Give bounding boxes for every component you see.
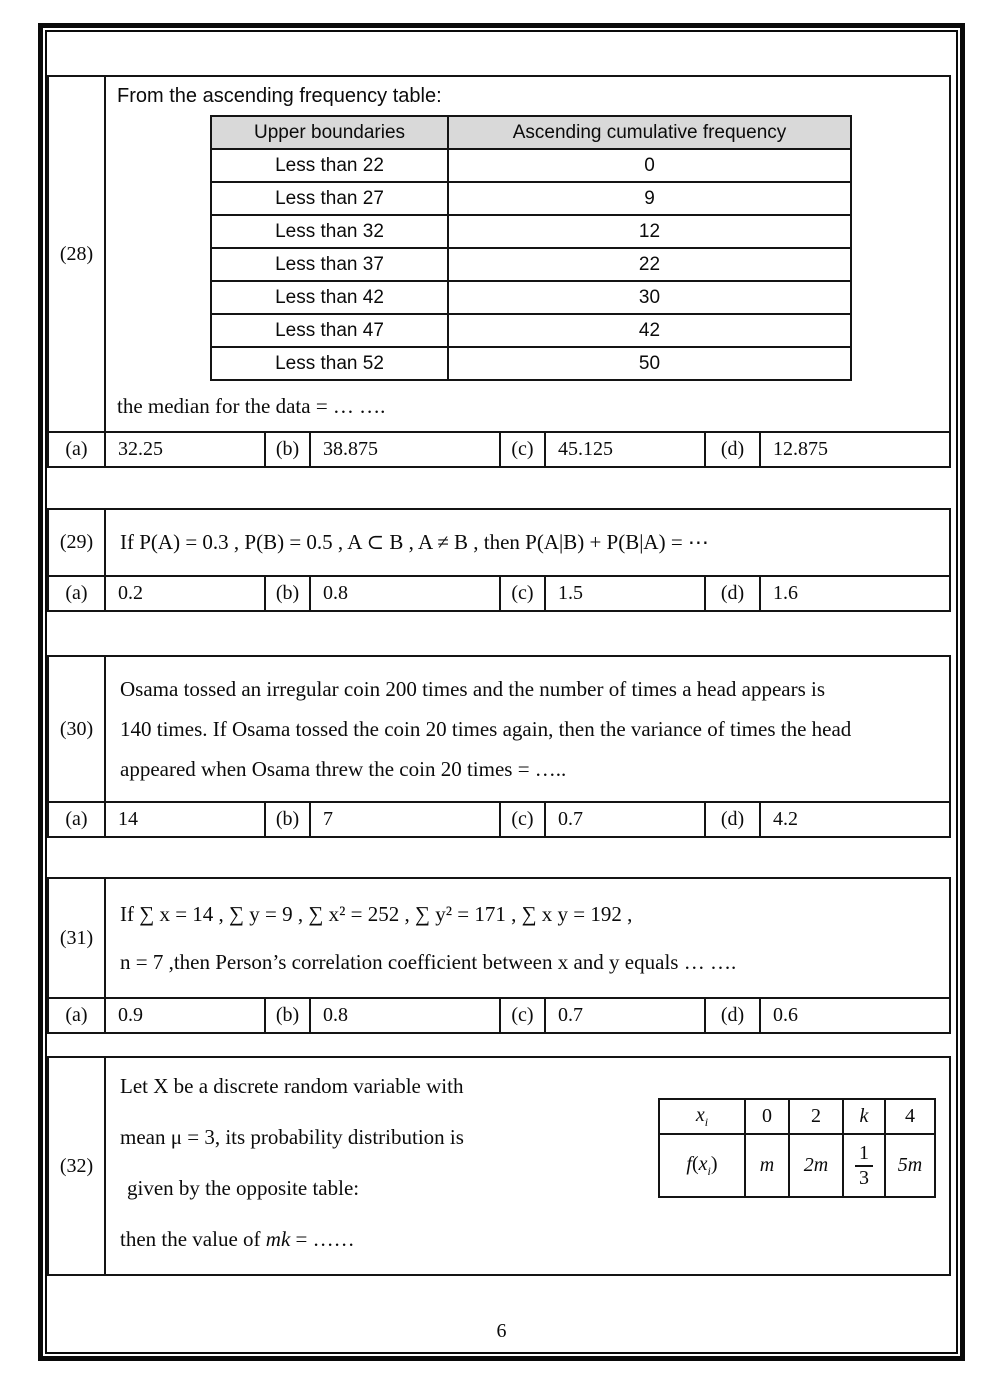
answer-option-value: 0.2	[105, 576, 265, 611]
question-prompt: the median for the data = … ….	[117, 394, 386, 418]
answer-option-label: (b)	[265, 432, 310, 467]
answer-option-label: (a)	[48, 432, 105, 467]
question-row	[48, 1057, 950, 1275]
f-row-header: $f(x_i)$	[659, 1134, 745, 1197]
question-content	[105, 1057, 950, 1275]
table-cell-fraction	[843, 1134, 885, 1197]
table-cell: Less than 47	[211, 314, 448, 347]
answer-option-label: (b)	[265, 576, 310, 611]
x-row-header: $x_i$	[659, 1099, 745, 1134]
question-32-layout	[107, 1059, 948, 1273]
question-row	[48, 76, 950, 432]
table-cell: 12	[448, 215, 851, 248]
answer-option-value: 1.5	[545, 576, 705, 611]
answer-option-value: 12.875	[760, 432, 950, 467]
table-cell: 30	[448, 281, 851, 314]
table-cell: 5m	[885, 1134, 935, 1197]
question-content	[105, 76, 950, 432]
table-cell: 2	[789, 1099, 843, 1134]
distribution-f-row	[659, 1134, 935, 1197]
question-content	[105, 509, 950, 576]
question-line: appeared when Osama threw the coin 20 times = …..	[120, 757, 567, 781]
table-cell: m	[745, 1134, 789, 1197]
question-line	[120, 1214, 658, 1265]
answer-option-value: 0.6	[760, 998, 950, 1033]
answers-row	[48, 998, 950, 1033]
answer-option-label: (d)	[705, 802, 760, 837]
final-line-suffix: = ……	[290, 1227, 355, 1251]
frequency-table-row	[211, 182, 851, 215]
answer-option-label: (c)	[500, 432, 545, 467]
table-cell: 0	[448, 149, 851, 182]
question-number: (29)	[48, 509, 105, 576]
table-cell: Less than 32	[211, 215, 448, 248]
frequency-table-row	[211, 347, 851, 380]
table-cell: Less than 27	[211, 182, 448, 215]
question-content	[105, 878, 950, 998]
question-prompt	[107, 880, 948, 996]
answer-option-label: (a)	[48, 576, 105, 611]
answer-option-value: 14	[105, 802, 265, 837]
page-inner-frame	[45, 30, 958, 1354]
question-number: (30)	[48, 656, 105, 802]
frequency-table	[210, 115, 852, 381]
frequency-table-header-row	[211, 116, 851, 149]
question-number: (31)	[48, 878, 105, 998]
answer-option-value: 0.7	[545, 802, 705, 837]
answer-option-value: 4.2	[760, 802, 950, 837]
page-number: 6	[496, 1320, 507, 1342]
question-number: (32)	[48, 1057, 105, 1275]
fraction-one-third: $\frac{1}{3}$	[855, 1143, 873, 1189]
variable-mk: mk	[265, 1227, 291, 1251]
probability-distribution-table	[658, 1098, 936, 1198]
frequency-table-row	[211, 215, 851, 248]
answer-option-label: (c)	[500, 802, 545, 837]
answer-option-label: (d)	[705, 432, 760, 467]
question-line: Let X be a discrete random variable with	[120, 1074, 464, 1098]
table-cell: 22	[448, 248, 851, 281]
question-32-block	[47, 1056, 951, 1276]
frequency-table-row	[211, 149, 851, 182]
table-cell: Less than 42	[211, 281, 448, 314]
table-cell: 0	[745, 1099, 789, 1134]
question-row	[48, 878, 950, 998]
answer-option-label: (b)	[265, 802, 310, 837]
table-cell: k	[843, 1099, 885, 1134]
question-31-block	[47, 877, 951, 1034]
answer-option-value: 7	[310, 802, 500, 837]
answer-option-value: 0.8	[310, 998, 500, 1033]
question-line: 140 times. If Osama tossed the coin 20 times again, then the variance of times the head	[120, 717, 852, 741]
answer-option-label: (a)	[48, 998, 105, 1033]
answer-option-value: 0.8	[310, 576, 500, 611]
question-30-block	[47, 655, 951, 838]
question-line: Osama tossed an irregular coin 200 times and the number of times a head appears is	[120, 677, 826, 701]
distribution-x-row	[659, 1099, 935, 1134]
answer-option-label: (b)	[265, 998, 310, 1033]
frequency-table-header: Upper boundaries	[211, 116, 448, 149]
question-row	[48, 509, 950, 576]
table-cell: 42	[448, 314, 851, 347]
answer-option-label: (a)	[48, 802, 105, 837]
frequency-table-row	[211, 248, 851, 281]
table-cell: Less than 37	[211, 248, 448, 281]
frequency-table-header: Ascending cumulative frequency	[448, 116, 851, 149]
question-row	[48, 656, 950, 802]
question-intro-text: From the ascending frequency table:	[117, 85, 442, 107]
table-cell: 4	[885, 1099, 935, 1134]
table-cell: 50	[448, 347, 851, 380]
question-content	[105, 656, 950, 802]
final-line-prefix: then the value of	[120, 1227, 266, 1251]
page-border-frame	[38, 23, 965, 1361]
answers-row	[48, 576, 950, 611]
answer-option-value: 1.6	[760, 576, 950, 611]
frequency-table-row	[211, 314, 851, 347]
answer-option-label: (d)	[705, 576, 760, 611]
question-28-block	[47, 75, 951, 468]
answer-option-value: 38.875	[310, 432, 500, 467]
answers-row	[48, 432, 950, 467]
question-line: given by the opposite table:	[127, 1176, 360, 1200]
question-prompt	[107, 658, 948, 800]
answer-option-value: 45.125	[545, 432, 705, 467]
question-line: mean μ = 3, its probability distribution is	[120, 1125, 464, 1149]
answer-option-label: (c)	[500, 576, 545, 611]
question-number: (28)	[48, 76, 105, 432]
answer-option-label: (d)	[705, 998, 760, 1033]
answer-option-value: 32.25	[105, 432, 265, 467]
frequency-table-row	[211, 281, 851, 314]
answer-option-value: 0.7	[545, 998, 705, 1033]
table-cell: 9	[448, 182, 851, 215]
question-line: n = 7 ,then Person’s correlation coefficient between x and y equals … ….	[120, 950, 737, 974]
answer-option-label: (c)	[500, 998, 545, 1033]
table-cell: Less than 52	[211, 347, 448, 380]
table-cell: Less than 22	[211, 149, 448, 182]
question-prompt: If P(A) = 0.3 , P(B) = 0.5 , A ⊂ B , A ≠ B , then P(A|B) + P(B|A) = ⋯	[120, 530, 709, 554]
question-29-block	[47, 508, 951, 612]
question-prompt	[107, 1059, 658, 1273]
answers-row	[48, 802, 950, 837]
question-line: If ∑ x = 14 , ∑ y = 9 , ∑ x² = 252 , ∑ y² = 171 , ∑ x y = 192 ,	[120, 902, 633, 926]
table-cell: 2m	[789, 1134, 843, 1197]
answer-option-value: 0.9	[105, 998, 265, 1033]
